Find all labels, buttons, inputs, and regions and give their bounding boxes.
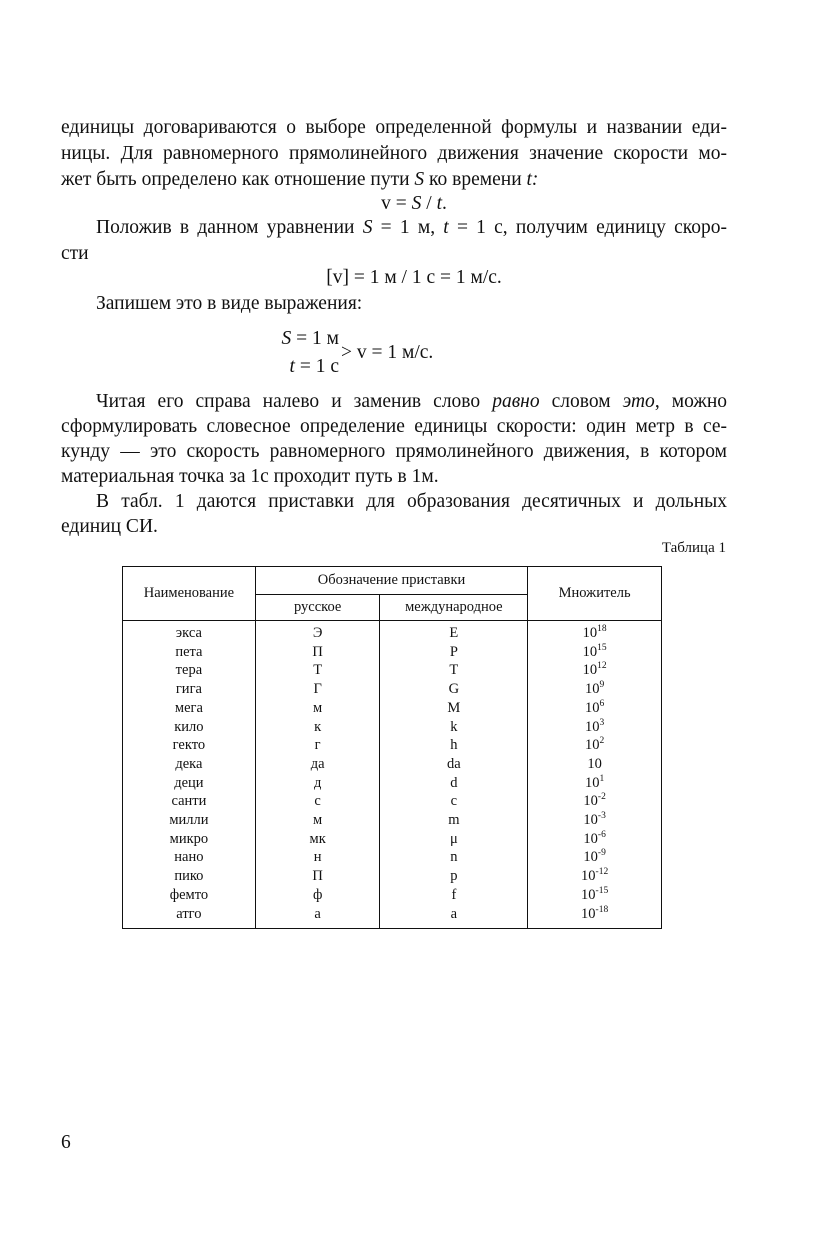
table-row bbox=[123, 830, 662, 849]
table-row bbox=[123, 699, 662, 718]
prefix-name: пико bbox=[123, 867, 256, 886]
multiplier-exponent: 1 bbox=[599, 773, 605, 784]
prefix-name: дека bbox=[123, 755, 256, 774]
prefixes-table bbox=[122, 566, 662, 929]
prefix-russian: а bbox=[255, 905, 380, 929]
prefix-russian: П bbox=[255, 643, 380, 662]
prefix-multiplier bbox=[528, 643, 662, 662]
prefix-multiplier bbox=[528, 736, 662, 755]
header-international: международное bbox=[380, 595, 528, 621]
multiplier-base: 10 bbox=[587, 755, 602, 772]
prefix-russian: Э bbox=[255, 621, 380, 643]
prefix-name: микро bbox=[123, 830, 256, 849]
expression-result: > v = 1 м/с. bbox=[341, 342, 434, 363]
prefix-international: P bbox=[380, 643, 528, 662]
prefix-multiplier bbox=[528, 680, 662, 699]
table-body bbox=[123, 621, 662, 929]
multiplier-exponent: -6 bbox=[597, 829, 606, 840]
prefix-international: da bbox=[380, 755, 528, 774]
prefix-multiplier bbox=[528, 699, 662, 718]
text-line: Положив в данном уравнении S = 1 м, t = 1 с, получим единицу скоро- bbox=[96, 217, 727, 238]
prefix-name: милли bbox=[123, 811, 256, 830]
table-row bbox=[123, 680, 662, 699]
multiplier-base: 10 bbox=[582, 643, 598, 660]
table-row bbox=[123, 621, 662, 643]
prefix-multiplier bbox=[528, 830, 662, 849]
multiplier-exponent: 3 bbox=[599, 717, 605, 728]
prefix-international: n bbox=[380, 848, 528, 867]
prefix-multiplier bbox=[528, 621, 662, 643]
prefix-name: мега bbox=[123, 699, 256, 718]
text-line: единиц СИ. bbox=[61, 516, 158, 537]
prefix-international: M bbox=[380, 699, 528, 718]
prefix-name: пета bbox=[123, 643, 256, 662]
header-russian: русское bbox=[255, 595, 380, 621]
multiplier-base: 10 bbox=[582, 662, 598, 679]
prefix-international: p bbox=[380, 867, 528, 886]
formula-unit-speed: [v] = 1 м / 1 с = 1 м/с. bbox=[326, 267, 502, 288]
prefix-russian: к bbox=[255, 718, 380, 737]
multiplier-base: 10 bbox=[585, 699, 600, 716]
prefix-international: c bbox=[380, 792, 528, 811]
prefix-russian: мк bbox=[255, 830, 380, 849]
prefix-multiplier bbox=[528, 755, 662, 774]
prefix-name: нано bbox=[123, 848, 256, 867]
multiplier-base: 10 bbox=[585, 737, 600, 754]
prefix-international: k bbox=[380, 718, 528, 737]
table-row bbox=[123, 661, 662, 680]
header-multiplier: Множитель bbox=[528, 567, 662, 621]
text-line: сформулировать словесное определение единицы скорости: один метр в се- bbox=[61, 416, 727, 437]
multiplier-exponent: 6 bbox=[599, 698, 605, 709]
table-row bbox=[123, 755, 662, 774]
page-number: 6 bbox=[61, 1132, 71, 1153]
expression-row-2: t = 1 с bbox=[289, 356, 339, 377]
text-line: сти bbox=[61, 243, 89, 264]
table-row bbox=[123, 792, 662, 811]
prefix-multiplier bbox=[528, 848, 662, 867]
text-line: единицы договариваются о выборе определенной формулы и названии еди- bbox=[61, 117, 727, 138]
multiplier-base: 10 bbox=[585, 681, 600, 698]
prefix-name: атго bbox=[123, 905, 256, 929]
prefix-name: тера bbox=[123, 661, 256, 680]
prefix-international: d bbox=[380, 774, 528, 793]
prefix-russian: да bbox=[255, 755, 380, 774]
table-row bbox=[123, 848, 662, 867]
prefix-russian: П bbox=[255, 867, 380, 886]
prefix-international: E bbox=[380, 621, 528, 643]
prefix-name: деци bbox=[123, 774, 256, 793]
multiplier-exponent: -12 bbox=[595, 867, 609, 878]
prefix-multiplier bbox=[528, 811, 662, 830]
multiplier-exponent: -9 bbox=[597, 848, 606, 859]
prefix-multiplier bbox=[528, 886, 662, 905]
prefix-name: фемто bbox=[123, 886, 256, 905]
table-row bbox=[123, 867, 662, 886]
text-line: жет быть определено как отношение пути S ко времени t: bbox=[61, 169, 539, 190]
prefix-russian: н bbox=[255, 848, 380, 867]
prefix-russian: ф bbox=[255, 886, 380, 905]
prefix-multiplier bbox=[528, 661, 662, 680]
multiplier-base: 10 bbox=[582, 625, 598, 641]
table-row bbox=[123, 774, 662, 793]
text-line: Читая его справа налево и заменив слово равно словом это, можно bbox=[96, 391, 728, 412]
formula-speed: v = S / t. bbox=[381, 193, 447, 214]
multiplier-base: 10 bbox=[583, 830, 598, 847]
text-line: кунду — это скорость равномерного прямолинейного движения, в котором bbox=[61, 441, 727, 462]
multiplier-base: 10 bbox=[581, 905, 596, 922]
paragraph-3: Запишем это в виде выражения: bbox=[96, 293, 363, 314]
expression-row-1: S = 1 м bbox=[281, 328, 339, 349]
prefix-international: μ bbox=[380, 830, 528, 849]
multiplier-exponent: -18 bbox=[595, 904, 609, 915]
table-caption: Таблица 1 bbox=[661, 540, 726, 556]
table-row bbox=[123, 886, 662, 905]
prefix-multiplier bbox=[528, 867, 662, 886]
prefix-international: h bbox=[380, 736, 528, 755]
header-designation: Обозначение приставки bbox=[255, 567, 527, 595]
prefix-multiplier bbox=[528, 792, 662, 811]
expression bbox=[259, 325, 434, 381]
prefix-name: кило bbox=[123, 718, 256, 737]
multiplier-exponent: 15 bbox=[597, 642, 607, 653]
multiplier-base: 10 bbox=[585, 774, 600, 791]
multiplier-base: 10 bbox=[581, 886, 596, 903]
prefix-international: T bbox=[380, 661, 528, 680]
prefix-russian: м bbox=[255, 811, 380, 830]
text-line: материальная точка за 1с проходит путь в 1м. bbox=[61, 466, 439, 487]
multiplier-exponent: 18 bbox=[597, 624, 607, 634]
header-name: Наименование bbox=[123, 567, 256, 621]
prefix-russian: г bbox=[255, 736, 380, 755]
table-row bbox=[123, 718, 662, 737]
prefix-international: G bbox=[380, 680, 528, 699]
prefix-name: гига bbox=[123, 680, 256, 699]
multiplier-base: 10 bbox=[583, 849, 598, 866]
prefix-russian: Т bbox=[255, 661, 380, 680]
prefix-name: экса bbox=[123, 621, 256, 643]
prefix-russian: Г bbox=[255, 680, 380, 699]
prefix-russian: с bbox=[255, 792, 380, 811]
multiplier-base: 10 bbox=[583, 812, 598, 829]
multiplier-exponent: 12 bbox=[597, 661, 607, 672]
prefix-international: m bbox=[380, 811, 528, 830]
text-line: ницы. Для равномерного прямолинейного движения значение скорости мо- bbox=[61, 143, 727, 164]
prefix-multiplier bbox=[528, 905, 662, 929]
multiplier-exponent: -3 bbox=[597, 811, 606, 822]
prefix-international: f bbox=[380, 886, 528, 905]
multiplier-exponent: -2 bbox=[597, 792, 606, 803]
prefix-name: санти bbox=[123, 792, 256, 811]
table-row bbox=[123, 736, 662, 755]
multiplier-exponent: 9 bbox=[599, 680, 605, 691]
multiplier-base: 10 bbox=[583, 793, 598, 810]
text-line: В табл. 1 даются приставки для образования десятичных и дольных bbox=[96, 491, 727, 512]
table-row bbox=[123, 811, 662, 830]
multiplier-exponent: -15 bbox=[595, 885, 609, 896]
prefix-multiplier bbox=[528, 774, 662, 793]
prefix-multiplier bbox=[528, 718, 662, 737]
multiplier-base: 10 bbox=[585, 718, 600, 735]
prefix-international: a bbox=[380, 905, 528, 929]
prefix-russian: м bbox=[255, 699, 380, 718]
table-row bbox=[123, 905, 662, 929]
prefix-russian: д bbox=[255, 774, 380, 793]
prefix-name: гекто bbox=[123, 736, 256, 755]
table-row bbox=[123, 643, 662, 662]
multiplier-base: 10 bbox=[581, 868, 596, 885]
multiplier-exponent: 2 bbox=[599, 736, 605, 747]
